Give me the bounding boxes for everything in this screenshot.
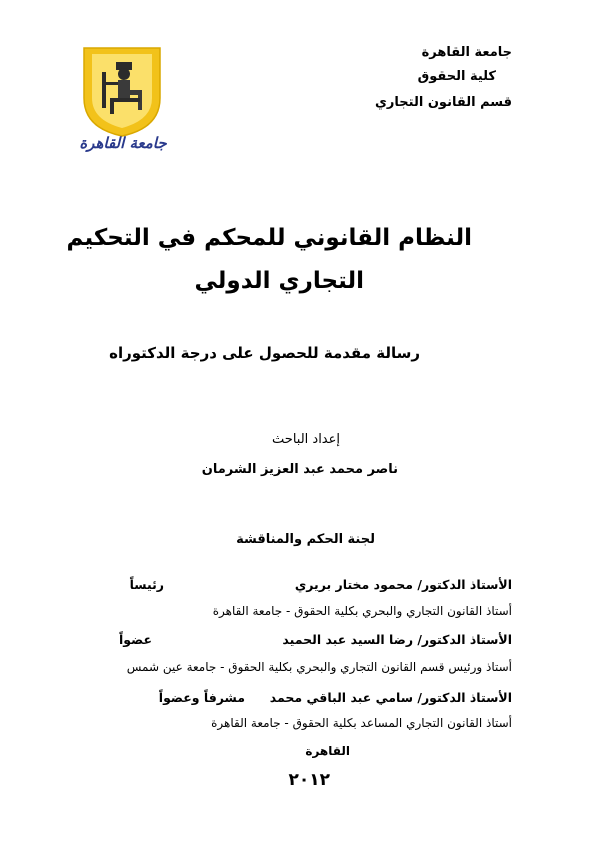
member-2-affiliation: أستاذ ورئيس قسم القانون التجاري والبحري بكلية الحقوق - جامعة عين شمس: [126, 660, 512, 674]
member-1-name: الأستاذ الدكتور/ محمود مختار بريري: [294, 577, 512, 592]
committee-heading: لجنة الحكم والمناقشة: [236, 532, 375, 547]
university-name: جامعة القاهرة: [421, 45, 512, 60]
thesis-title-line1: النظام القانوني للمحكم في التحكيم: [66, 225, 472, 251]
member-3-role: مشرفاً وعضواً: [158, 690, 245, 705]
member-1-affiliation: أستاذ القانون التجاري والبحري بكلية الحقوق - جامعة القاهرة: [212, 604, 512, 618]
logo-caption: جامعة القاهرة: [79, 134, 167, 152]
member-2-name: الأستاذ الدكتور/ رضا السيد عبد الحميد: [282, 632, 512, 647]
member-3-name: الأستاذ الدكتور/ سامي عبد الباقي محمد: [269, 690, 512, 705]
member-1-role: رئيساً: [129, 577, 164, 592]
faculty-name: كلية الحقوق: [417, 69, 496, 84]
thesis-title-line2: التجاري الدولي: [194, 268, 364, 294]
member-2-role: عضواً: [119, 632, 152, 647]
department-name: قسم القانون التجاري: [375, 95, 512, 110]
year: ٢٠١٢: [288, 770, 330, 790]
university-seal-icon: [80, 46, 164, 138]
preparer-name: ناصر محمد عبد العزيز الشرمان: [201, 462, 398, 477]
thesis-subtitle: رسالة مقدمة للحصول على درجة الدكتوراه: [109, 344, 420, 362]
city: القاهرة: [305, 744, 350, 758]
member-3-affiliation: أستاذ القانون التجاري المساعد بكلية الحقوق - جامعة القاهرة: [211, 716, 512, 730]
preparer-label: إعداد الباحث: [272, 432, 340, 447]
